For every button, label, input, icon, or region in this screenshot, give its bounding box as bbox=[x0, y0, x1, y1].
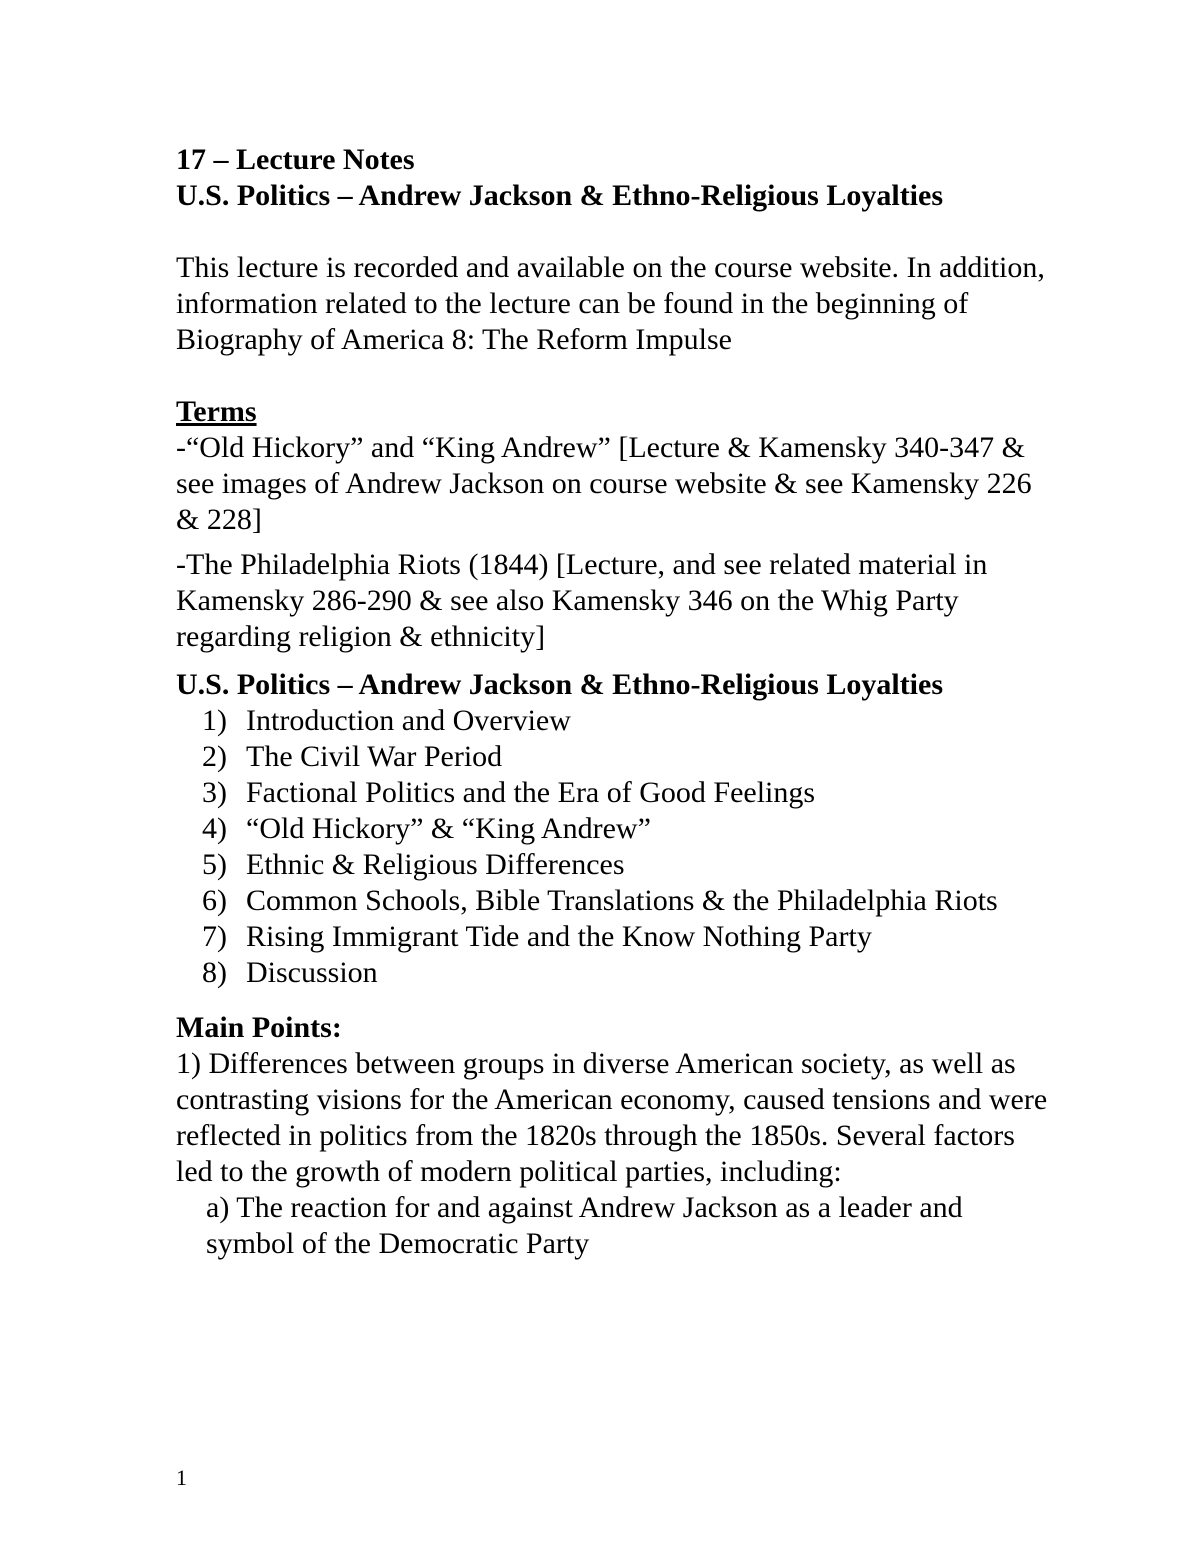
outline-number: 2) bbox=[202, 740, 227, 773]
term-item: -“Old Hickory” and “King Andrew” [Lecture & Kamensky 340-347 & see images of Andrew Jackson on course website & see Kamensky 226 & 228] bbox=[176, 431, 1032, 536]
outline-item bbox=[176, 847, 1056, 883]
outline-text: “Old Hickory” & “King Andrew” bbox=[246, 812, 651, 845]
document-body bbox=[176, 142, 1056, 1262]
outline-text: The Civil War Period bbox=[246, 740, 503, 773]
main-point-1a: a) The reaction for and against Andrew Jackson as a leader and symbol of the Democratic Party bbox=[206, 1191, 963, 1260]
outline-number: 3) bbox=[202, 776, 227, 809]
outline-number: 7) bbox=[202, 920, 227, 953]
outline-text: Ethnic & Religious Differences bbox=[246, 848, 625, 881]
outline-item bbox=[176, 883, 1056, 919]
outline-item bbox=[176, 775, 1056, 811]
outline-number: 4) bbox=[202, 812, 227, 845]
outline-number: 1) bbox=[202, 704, 227, 737]
outline-text: Factional Politics and the Era of Good Feelings bbox=[246, 776, 816, 809]
outline-text: Common Schools, Bible Translations & the Philadelphia Riots bbox=[246, 884, 998, 917]
main-points-heading: Main Points: bbox=[176, 1011, 342, 1044]
outline-item bbox=[176, 811, 1056, 847]
spacer bbox=[176, 538, 1056, 547]
outline-item bbox=[176, 955, 1056, 991]
outline-text: Introduction and Overview bbox=[246, 704, 571, 737]
lecture-title: 17 – Lecture Notes bbox=[176, 143, 415, 176]
main-point-1: 1) Differences between groups in diverse American society, as well as contrasting visions for the American economy, caused tensions and were reflected in politics from the 1820s through the 1850s. Several factors led to the growth of modern political parties, including: bbox=[176, 1047, 1048, 1188]
outline-item bbox=[176, 919, 1056, 955]
outline-number: 8) bbox=[202, 956, 227, 989]
outline-list bbox=[176, 703, 1056, 991]
spacer bbox=[176, 214, 1056, 250]
outline-heading: U.S. Politics – Andrew Jackson & Ethno-Religious Loyalties bbox=[176, 668, 944, 701]
outline-number: 6) bbox=[202, 884, 227, 917]
intro-paragraph: This lecture is recorded and available on the course website. In addition, information related to the lecture can be found in the beginning of Biography of America 8: The Reform Impulse bbox=[176, 251, 1045, 356]
spacer bbox=[176, 358, 1056, 394]
outline-item bbox=[176, 739, 1056, 775]
spacer bbox=[176, 991, 1056, 1010]
terms-heading: Terms bbox=[176, 395, 257, 428]
outline-text: Rising Immigrant Tide and the Know Nothing Party bbox=[246, 920, 872, 953]
lecture-subtitle: U.S. Politics – Andrew Jackson & Ethno-Religious Loyalties bbox=[176, 179, 944, 212]
outline-number: 5) bbox=[202, 848, 227, 881]
spacer bbox=[176, 655, 1056, 667]
outline-item bbox=[176, 703, 1056, 739]
outline-text: Discussion bbox=[246, 956, 378, 989]
term-item: -The Philadelphia Riots (1844) [Lecture, and see related material in Kamensky 286-290 & see also Kamensky 346 on the Whig Party regarding religion & ethnicity] bbox=[176, 548, 988, 653]
page-number: 1 bbox=[176, 1465, 187, 1490]
